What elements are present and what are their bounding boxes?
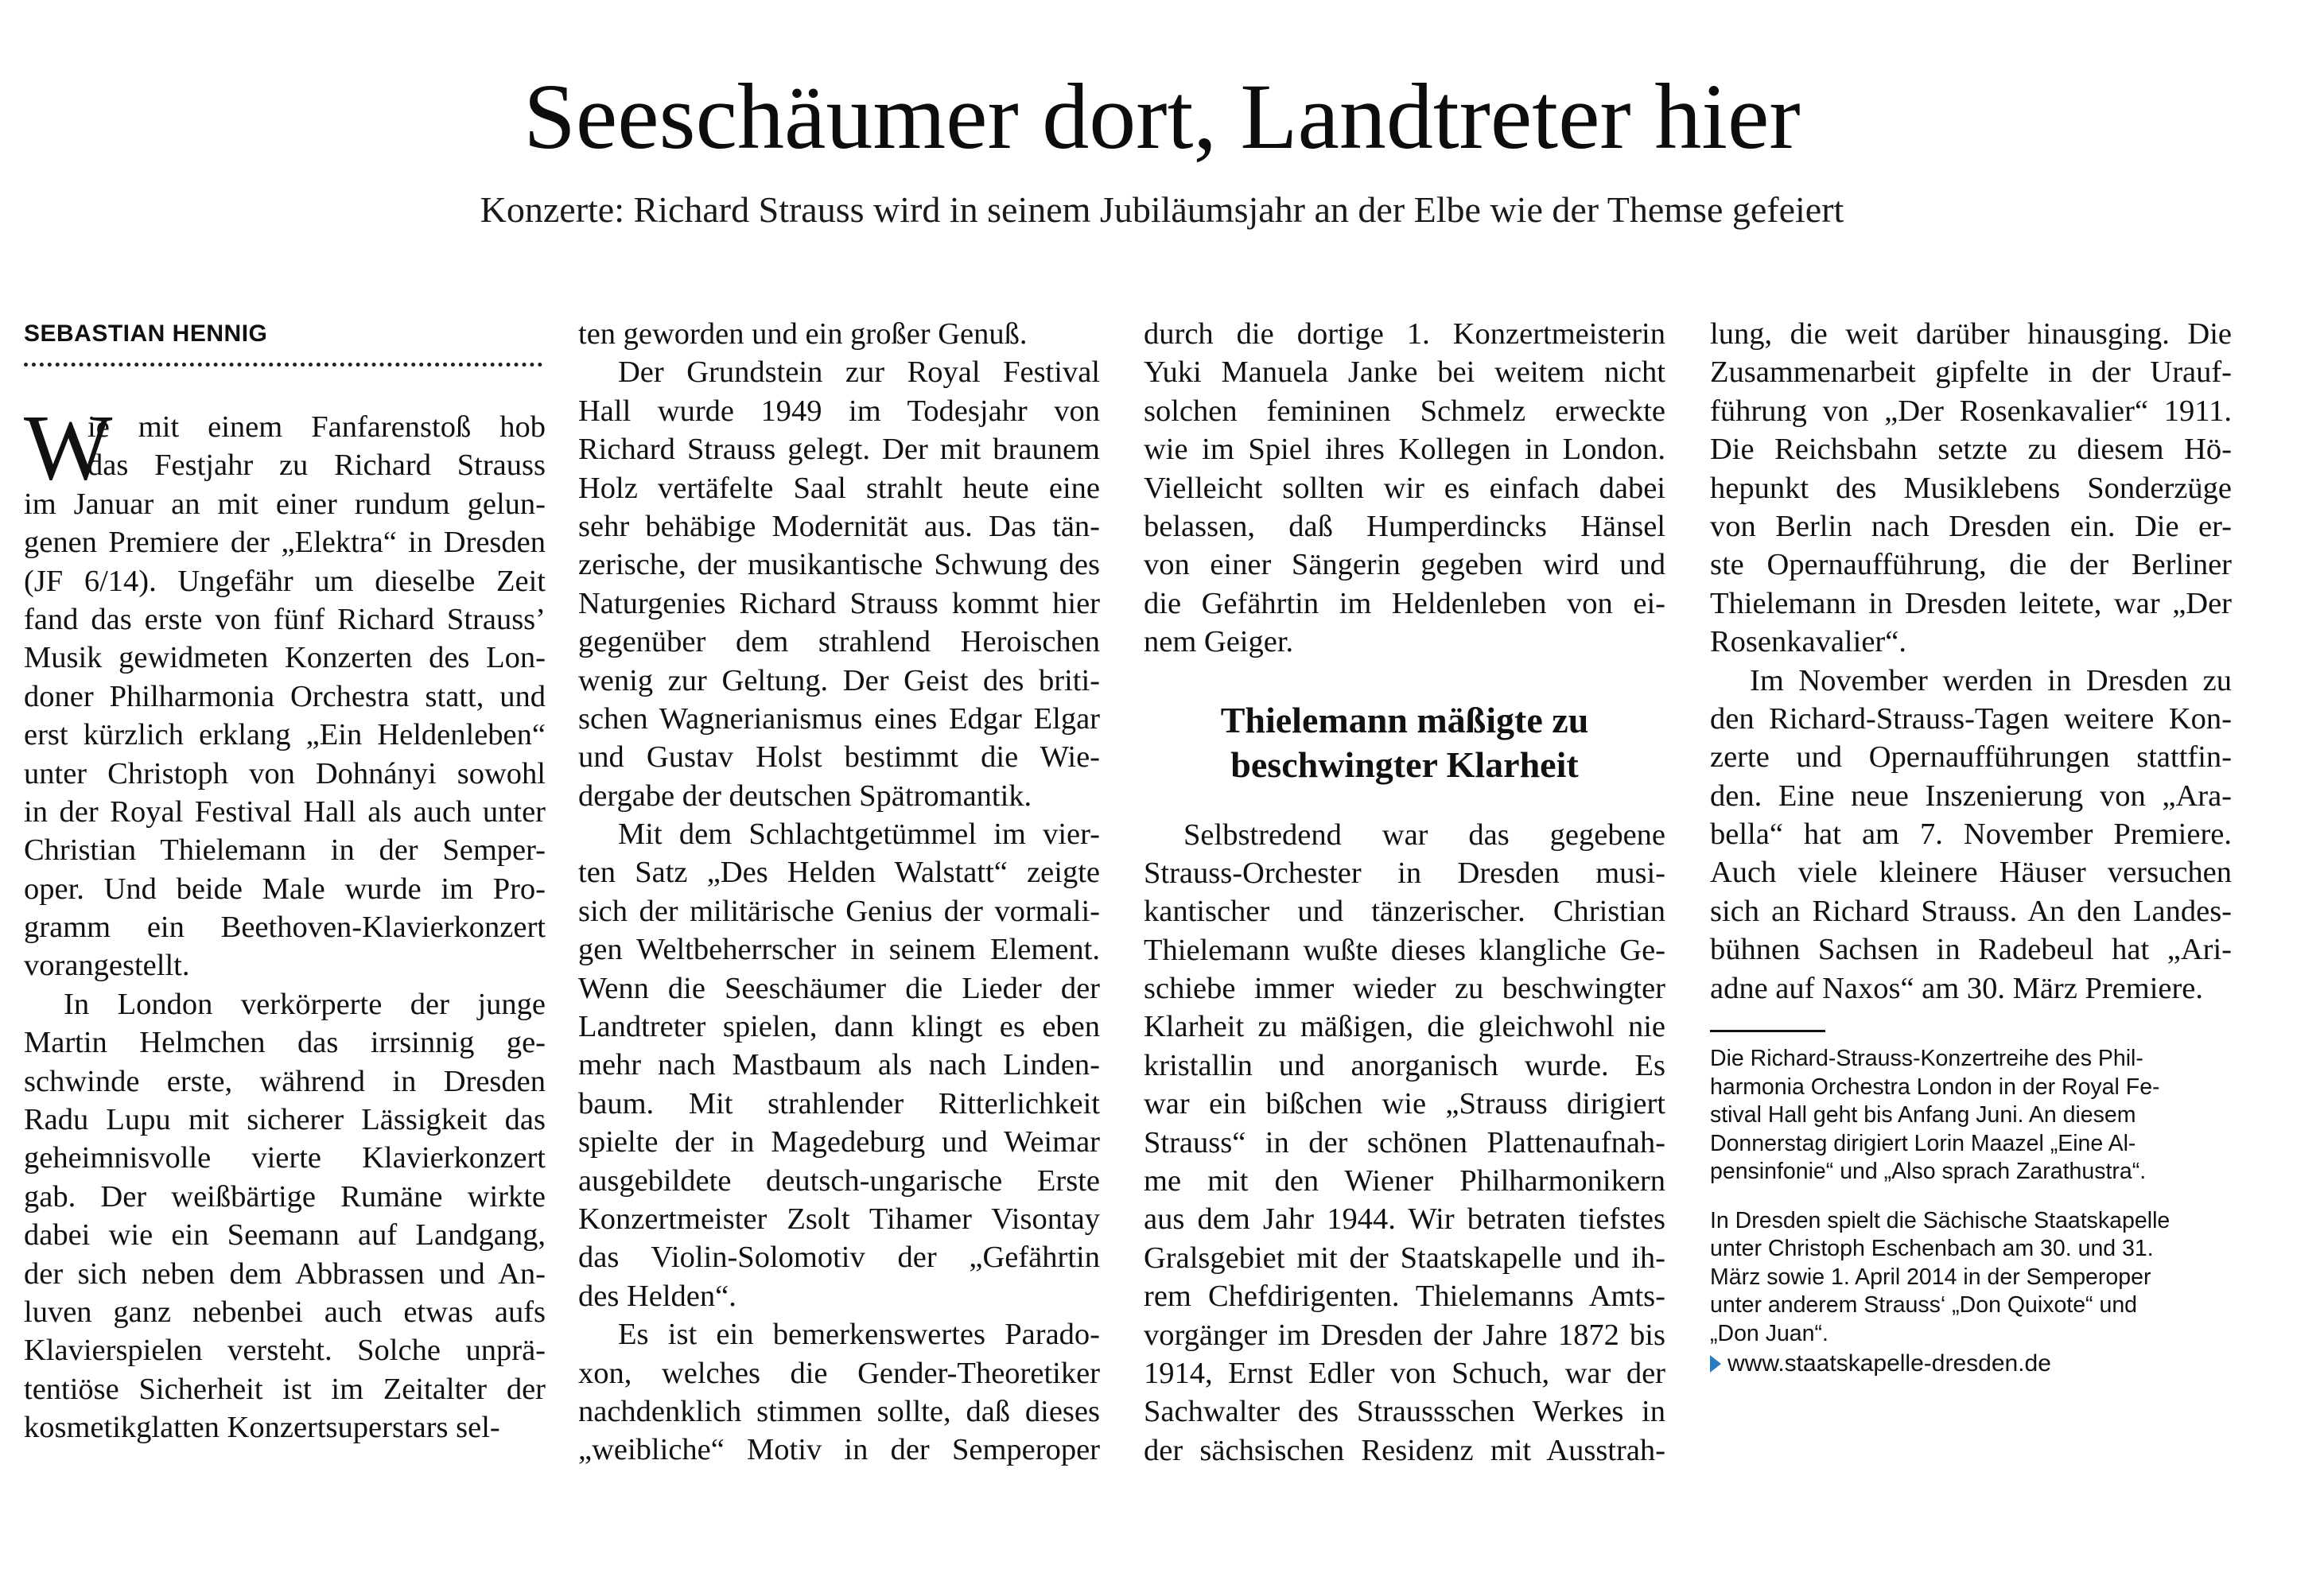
text-line: Musik gewidmeten Konzerten des Lon-	[24, 641, 546, 675]
text-line: Thielemann in Dresden leitete, war „Der	[1710, 586, 2232, 620]
text-line: hepunkt des Musiklebens Sonderzüge	[1710, 471, 2232, 505]
text-line: schwinde erste, während in Dresden	[24, 1064, 546, 1098]
text-line: Radu Lupu mit sicherer Lässigkeit das	[24, 1103, 546, 1137]
text-line: „weibliche“ Motiv in der Semperoper	[578, 1433, 1100, 1467]
text-line: In London verkörperte der junge	[64, 987, 546, 1021]
text-line: das Festjahr zu Richard Strauss	[87, 449, 546, 483]
text-line: nem Geiger.	[1144, 625, 1294, 659]
subheading	[1144, 698, 1665, 787]
byline: SEBASTIAN HENNIG	[24, 320, 268, 347]
text-line: und Gustav Holst bestimmt die Wie-	[578, 740, 1100, 775]
text-line: Konzertmeister Zsolt Tihamer Visontay	[578, 1202, 1100, 1236]
text-line: genen Premiere der „Elektra“ in Dresden	[24, 526, 546, 560]
text-line: ie mit einem Fanfarenstoß hob	[87, 410, 546, 444]
infobox-line: unter anderem Strauss‘ „Don Quixote“ und	[1710, 1292, 2138, 1319]
text-line: me mit den Wiener Philharmonikern	[1144, 1164, 1665, 1198]
text-line: Christian Thielemann in der Semper-	[24, 833, 546, 868]
text-line: kristallin und anorganisch wurde. Es	[1144, 1048, 1665, 1082]
drop-cap: W	[24, 395, 113, 499]
text-line: Rosenkavalier“.	[1710, 625, 1906, 659]
paragraph-lines	[578, 815, 1100, 1315]
text-line: Klarheit zu mäßigen, die gleichwohl nie	[1144, 1010, 1665, 1044]
text-line: Strauss-Orchester in Dresden musi-	[1144, 856, 1665, 890]
paragraph-lines	[1710, 662, 2232, 1008]
paragraph-lines	[578, 1315, 1100, 1470]
text-line: Yuki Manuela Janke bei weitem nicht	[1144, 355, 1665, 390]
text-line: führung von „Der Rosenkavalier“ 1911.	[1710, 394, 2232, 428]
infobox-line: pensinfonie“ und „Also sprach Zarathustra“.	[1710, 1159, 2147, 1185]
text-line: zerte und Opernaufführungen stattfin-	[1710, 740, 2232, 775]
text-line: Selbstredend war das gegebene	[1183, 818, 1665, 852]
text-line: des Helden“.	[578, 1279, 736, 1313]
paragraph-lines	[24, 395, 546, 499]
text-line: gab. Der weißbärtige Rumäne wirkte	[24, 1179, 546, 1214]
infobox-line: unter Christoph Eschenbach am 30. und 31.	[1710, 1236, 2154, 1262]
text-line: erst kürzlich erklang „Ein Heldenleben“	[24, 718, 546, 752]
paragraph	[24, 395, 546, 985]
text-line: vorgänger im Dresden der Jahre 1872 bis	[1144, 1318, 1665, 1352]
paragraph	[24, 985, 546, 1447]
subheading-line: Thielemann mäßigte zu	[1220, 699, 1589, 740]
text-line: von einer Sängerin gegeben wird und	[1144, 548, 1665, 582]
text-line: durch die dortige 1. Konzertmeisterin	[1144, 317, 1665, 351]
paragraph	[1144, 816, 1665, 1470]
infobox-divider	[1710, 1030, 1825, 1032]
text-line: nachdenklich stimmen sollte, daß dieses	[578, 1394, 1100, 1428]
infobox-line: März sowie 1. April 2014 in der Semperoper	[1710, 1264, 2151, 1290]
text-line: Landtreter spielen, dann klingt es eben	[578, 1010, 1100, 1044]
infobox-line: Die Richard-Strauss-Konzertreihe des Phil-	[1710, 1046, 2143, 1072]
text-line: luven ganz nebenbei auch etwas aufs	[24, 1295, 546, 1329]
text-line: Naturgenies Richard Strauss kommt hier	[578, 586, 1100, 620]
text-line: geheimnisvolle vierte Klavierkonzert	[24, 1141, 546, 1175]
text-line: Zusammenarbeit gipfelte in der Urauf-	[1710, 355, 2232, 390]
text-line: dergabe der deutschen Spätromantik.	[578, 779, 1032, 813]
text-line: ausgebildete deutsch-ungarische Erste	[578, 1163, 1100, 1198]
text-line: Wenn die Seeschäumer die Lieder der	[578, 971, 1100, 1005]
paragraph-lines	[1144, 315, 1665, 662]
paragraph-lines	[24, 985, 546, 1447]
paragraph-lines	[1144, 816, 1665, 1470]
text-line: spielte der in Magedeburg und Weimar	[578, 1125, 1100, 1159]
text-line: sich der militärische Genius der vormali-	[578, 894, 1100, 928]
text-line: Mit dem Schlachtgetümmel im vier-	[618, 818, 1100, 852]
text-line: ten Satz „Des Helden Walstatt“ zeigte	[578, 856, 1100, 890]
text-line: Holz vertäfelte Saal strahlt heute eine	[578, 471, 1100, 505]
text-line: lung, die weit darüber hinausging. Die	[1710, 317, 2232, 351]
text-line: 1914, Ernst Edler von Schuch, war der	[1144, 1356, 1665, 1390]
text-line: Sachwalter des Straussschen Werkes in	[1144, 1395, 1665, 1429]
headline: Seeschäumer dort, Landtreter hier	[523, 64, 1801, 169]
text-line: Thielemann wußte dieses klangliche Ge-	[1144, 933, 1665, 967]
column-4	[1710, 315, 2232, 1378]
text-line: sich an Richard Strauss. An den Landes-	[1710, 894, 2232, 928]
text-line: Martin Helmchen das irrsinnig ge-	[24, 1026, 546, 1060]
text-line: gen Weltbeherrscher in seinem Element.	[578, 933, 1100, 967]
paragraph-lines	[1710, 315, 2232, 662]
text-line: Im November werden in Dresden zu	[1750, 663, 2232, 697]
text-line: im Januar an mit einer rundum gelun-	[24, 487, 546, 521]
subheading-line: beschwingter Klarheit	[1230, 744, 1579, 785]
infobox-line: harmonia Orchestra London in der Royal Fe-	[1710, 1074, 2160, 1100]
text-line: kantischer und tänzerischer. Christian	[1144, 895, 1665, 929]
infobox-paragraph	[1710, 1045, 2232, 1186]
text-line: schen Wagnerianismus eines Edgar Elgar	[578, 701, 1100, 736]
text-line: den. Eine neue Inszenierung von „Ara-	[1710, 779, 2232, 813]
text-line: wenig zur Geltung. Der Geist des briti-	[578, 663, 1100, 697]
infobox-link-row[interactable]	[1710, 1350, 2232, 1378]
text-line: Es ist ein bemerkenswertes Parado-	[618, 1318, 1100, 1352]
text-line: die Gefährtin im Heldenleben von ei-	[1144, 586, 1665, 620]
text-line: der sächsischen Residenz mit Ausstrah-	[1144, 1433, 1665, 1467]
text-line: sehr behäbige Modernität aus. Das tän-	[578, 509, 1100, 543]
column-2	[578, 315, 1100, 1470]
text-line: Der Grundstein zur Royal Festival	[618, 355, 1100, 390]
text-line: Die Reichsbahn setzte zu diesem Hö-	[1710, 433, 2232, 467]
text-line: den Richard-Strauss-Tagen weitere Kon-	[1710, 701, 2232, 736]
text-line: zerische, der musikantische Schwung des	[578, 548, 1100, 582]
paragraph-lines	[578, 315, 1100, 353]
text-line: dabei wie ein Seemann auf Landgang,	[24, 1218, 546, 1252]
subtitle: Konzerte: Richard Strauss wird in seinem Jubiläumsjahr an der Elbe wie der Themse gefeiert	[480, 189, 1844, 230]
infobox	[1710, 1045, 2232, 1378]
text-line: Richard Strauss gelegt. Der mit braunem	[578, 433, 1100, 467]
paragraph	[578, 1315, 1100, 1470]
text-line: Hall wurde 1949 im Todesjahr von	[578, 394, 1100, 428]
text-line: doner Philharmonia Orchestra statt, und	[24, 679, 546, 713]
text-line: solchen femininen Schmelz erweckte	[1144, 394, 1665, 428]
text-line: Gralsgebiet mit der Staatskapelle und ih-	[1144, 1241, 1665, 1275]
text-line: bühnen Sachsen in Radebeul hat „Ari-	[1710, 933, 2232, 967]
text-line: fand das erste von fünf Richard Strauss’	[24, 602, 546, 636]
text-line: gegenüber dem strahlend Heroischen	[578, 625, 1100, 659]
text-line: oper. Und beide Male wurde im Pro-	[24, 872, 546, 906]
text-line: aus dem Jahr 1944. Wir betraten tiefstes	[1144, 1202, 1665, 1237]
text-line: baum. Mit strahlender Ritterlichkeit	[578, 1086, 1100, 1120]
text-line: Klavierspielen versteht. Solche unprä-	[24, 1334, 546, 1368]
arrow-right-icon	[1710, 1355, 1721, 1373]
text-line: ten geworden und ein großer Genuß.	[578, 317, 1028, 351]
infobox-line: stival Hall geht bis Anfang Juni. An diesem	[1710, 1102, 2136, 1128]
column-1	[24, 315, 546, 1447]
text-line: schiebe immer wieder zu beschwingter	[1144, 972, 1665, 1006]
paragraph	[1144, 315, 1665, 662]
text-line: der sich neben dem Abbrassen und An-	[24, 1256, 546, 1291]
paragraph	[578, 315, 1100, 353]
text-line: das Violin-Solomotiv der „Gefährtin	[578, 1241, 1100, 1275]
infobox-paragraph	[1710, 1207, 2232, 1349]
paragraph	[578, 353, 1100, 815]
text-line: Strauss“ in der schönen Plattenaufnah-	[1144, 1125, 1665, 1159]
text-line: (JF 6/14). Ungefähr um dieselbe Zeit	[24, 564, 546, 598]
text-line: adne auf Naxos“ am 30. März Premiere.	[1710, 971, 2204, 1005]
text-line: unter Christoph von Dohnányi sowohl	[24, 756, 546, 790]
text-line: gramm ein Beethoven-Klavierkonzert	[24, 911, 546, 945]
text-line: in der Royal Festival Hall als auch unter	[24, 794, 546, 829]
text-line: bella“ hat am 7. November Premiere.	[1710, 818, 2232, 852]
infobox-line: „Don Juan“.	[1710, 1320, 1828, 1346]
column-3	[1144, 315, 1665, 1470]
byline-divider	[24, 363, 542, 367]
text-line: ste Opernaufführung, die der Berliner	[1710, 548, 2232, 582]
website-link[interactable]: www.staatskapelle-dresden.de	[1727, 1350, 2051, 1377]
text-line: xon, welches die Gender-Theoretiker	[578, 1356, 1100, 1390]
infobox-line: In Dresden spielt die Sächische Staatskapelle	[1710, 1207, 2170, 1233]
paragraph-lines	[24, 485, 546, 985]
text-line: wie im Spiel ihres Kollegen in London.	[1144, 433, 1665, 467]
text-line: von Berlin nach Dresden ein. Die er-	[1710, 509, 2232, 543]
text-line: belassen, daß Humperdincks Hänsel	[1144, 509, 1665, 543]
text-line: kosmetikglatten Konzertsuperstars sel-	[24, 1411, 500, 1445]
paragraph	[1710, 315, 2232, 662]
text-line: mehr nach Mastbaum als nach Linden-	[578, 1048, 1100, 1082]
paragraph	[1710, 662, 2232, 1008]
text-line: war ein bißchen wie „Strauss dirigiert	[1144, 1087, 1665, 1121]
text-line: Vielleicht sollten wir es einfach dabei	[1144, 471, 1665, 505]
text-line: Auch viele kleinere Häuser versuchen	[1710, 856, 2232, 890]
paragraph-lines	[578, 353, 1100, 815]
text-line: rem Chefdirigenten. Thielemanns Amts-	[1144, 1280, 1665, 1314]
text-line: vorangestellt.	[24, 949, 190, 983]
paragraph	[578, 815, 1100, 1315]
infobox-line: Donnerstag dirigiert Lorin Maazel „Eine Al-	[1710, 1130, 2136, 1156]
text-line: tentiöse Sicherheit ist im Zeitalter der	[24, 1372, 546, 1406]
